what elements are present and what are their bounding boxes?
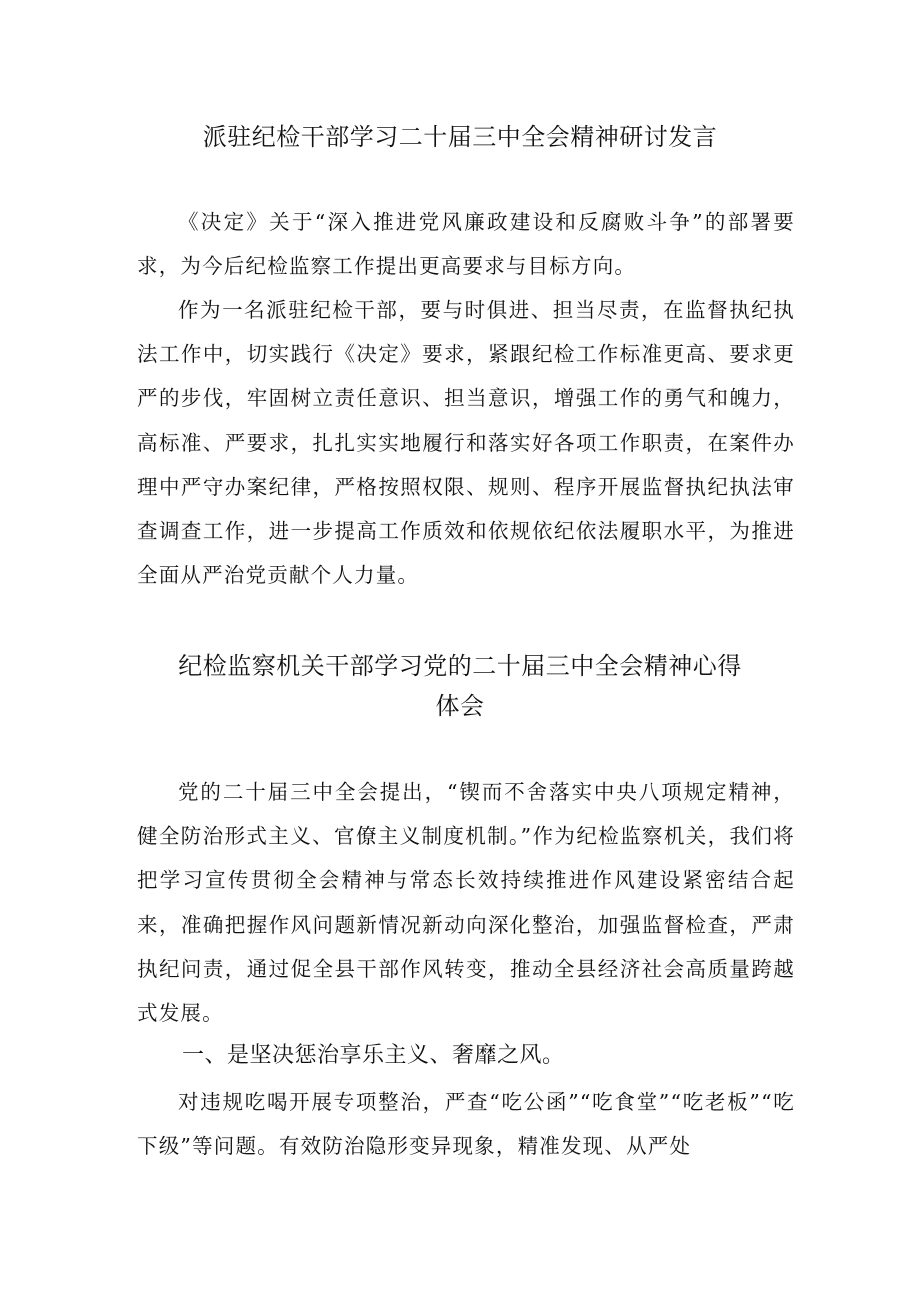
section-2-subheading: 一、是坚决惩治享乐主义、奢靡之风。	[182, 1043, 565, 1068]
section-2-title-line-1: 纪检监察机关干部学习党的二十届三中全会精神心得	[178, 652, 742, 680]
section-1-title: 派驻纪检干部学习二十届三中全会精神研讨发言	[202, 123, 718, 151]
section-1-paragraph-2: 作为一名派驻纪检干部，要与时俱进、担当尽责，在监督执纪执法工作中，切实践行《决定》要求，紧跟纪检工作标准更高、要求更严的步伐，牢固树立责任意识、担当意识，增强工作的勇气和魄力，高标准、严要求，扎扎实实地履行和落实好各项工作职责，在案件办理中严守办案纪律，严格按照权限、规则、程序开展监督执纪执法审查调查工作，进一步提高工作质效和依规依纪依法履职水平，为推进全面从严治党贡献个人力量。	[137, 298, 795, 588]
section-2-title-line-2: 体会	[435, 692, 485, 720]
section-1-paragraph-1: 《决定》关于“深入推进党风廉政建设和反腐败斗争”的部署要求，为今后纪检监察工作提出更高要求与目标方向。	[137, 210, 795, 279]
section-2-body-paragraph: 对违规吃喝开展专项整治，严查“吃公函”“吃食堂”“吃老板”“吃下级”等问题。有效防治隐形变异现象，精准发现、从严处	[137, 1090, 795, 1159]
section-2-title	[0, 646, 920, 726]
section-2-intro-paragraph: 党的二十届三中全会提出，“锲而不舍落实中央八项规定精神，健全防治形式主义、官僚主义制度机制。”作为纪检监察机关，我们将把学习宣传贯彻全会精神与常态长效持续推进作风建设紧密结合起来，准确把握作风问题新情况新动向深化整治，加强监督检查，严肃执纪问责，通过促全县干部作风转变，推动全县经济社会高质量跨越式发展。	[137, 780, 795, 1026]
